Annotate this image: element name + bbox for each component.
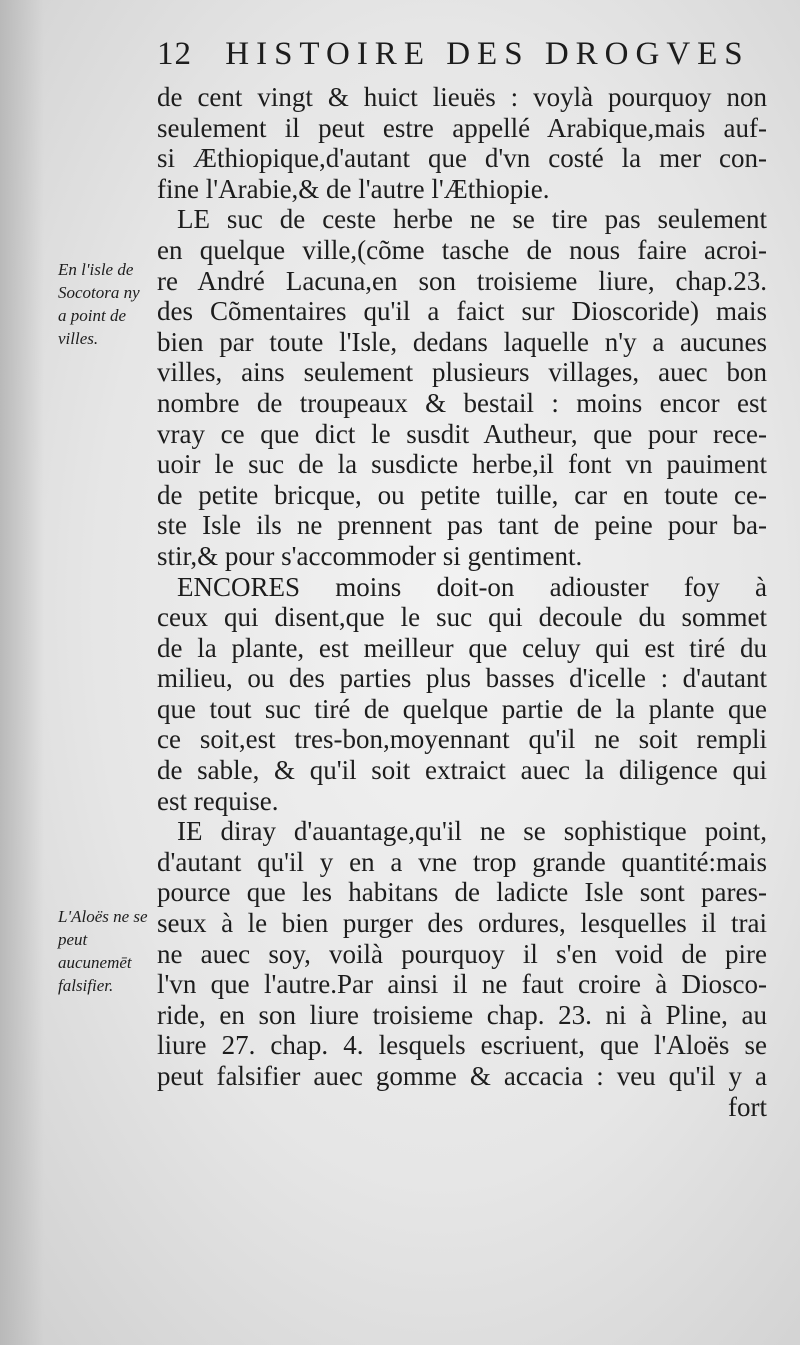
text-line: de sable, & qu'il soit extraict auec la diligence qui [157,755,767,786]
page-number: 12 [157,36,192,72]
text-line: fine l'Arabie,& de l'autre l'Æthiopie. [157,173,550,204]
main-text [157,82,767,1122]
catchword: fort [728,1091,767,1122]
text-line: pource que les habitans de ladicte Isle sont pares- [157,877,767,908]
text-line: nombre de troupeaux & bestail : moins encor est [157,387,767,418]
text-line: vray ce que dict le susdit Autheur, que pour rece- [157,418,767,449]
text-line: LE suc de ceste herbe ne se tire pas seulement [177,204,767,235]
text-line: re André Lacuna,en son troisieme liure, chap.23. [157,265,767,296]
text-line: peut falsifier auec gomme & accacia : veu qu'il y a [157,1061,767,1091]
text-line: liure 27. chap. 4. lesquels escriuent, que l'Aloës se [157,1030,767,1061]
text-line: milieu, ou des parties plus basses d'icelle : d'autant [157,663,767,694]
text-line: ste Isle ils ne prennent pas tant de peine pour ba- [157,510,767,541]
text-line: de cent vingt & huict lieuës : voylà pourquoy non [157,82,767,112]
text-line: stir,& pour s'accommoder si gentiment. [157,540,583,571]
page-gutter-shadow [0,0,44,1345]
text-line: que tout suc tiré de quelque partie de la plante que [157,693,767,724]
text-line: ceux qui disent,que le suc qui decoule du sommet [157,602,767,633]
text-line: si Æthiopique,d'autant que d'vn costé la mer con- [157,143,767,174]
text-line: bien par toute l'Isle, dedans laquelle n'y a aucunes [157,326,767,357]
text-line: des Cõmentaires qu'il a faict sur Dioscoride) mais [157,296,767,327]
margin-note-socotora: En l'isle de Socotora ny a point de villes. [58,260,140,348]
text-line: ne auec soy, voilà pourquoy il s'en void de pire [157,938,767,969]
running-title: HISTOIRE DES DROGVES [225,36,750,72]
running-header [157,36,757,84]
text-line: seux à le bien purger des ordures, lesquelles il trai [157,908,767,939]
text-line: seulement il peut estre appellé Arabique,mais auf- [157,112,767,143]
text-line: est requise. [157,785,279,816]
margin-note-aloes: L'Aloës ne se peut aucunemēt falsifier. [58,907,148,995]
text-line: IE diray d'auantage,qu'il ne se sophistique point, [177,816,767,847]
text-line: villes, ains seulement plusieurs villages, auec bon [157,357,767,388]
text-line: de la plante, est meilleur que celuy qui est tiré du [157,632,767,663]
text-line: en quelque ville,(cõme tasche de nous faire acroi- [157,234,767,265]
text-line: d'autant qu'il y en a vne trop grande quantité:mais [157,846,767,877]
text-line: ride, en son liure troisieme chap. 23. ni à Pline, au [157,999,767,1030]
text-line: ce soit,est tres-bon,moyennant qu'il ne soit rempli [157,724,767,755]
text-line: ENCORES moins doit-on adiouster foy à [177,571,767,602]
text-line: l'vn que l'autre.Par ainsi il ne faut croire à Diosco- [157,969,767,1000]
text-line: uoir le suc de la susdicte herbe,il font vn pauiment [157,449,767,480]
text-line: de petite bricque, ou petite tuille, car en toute ce- [157,479,767,510]
